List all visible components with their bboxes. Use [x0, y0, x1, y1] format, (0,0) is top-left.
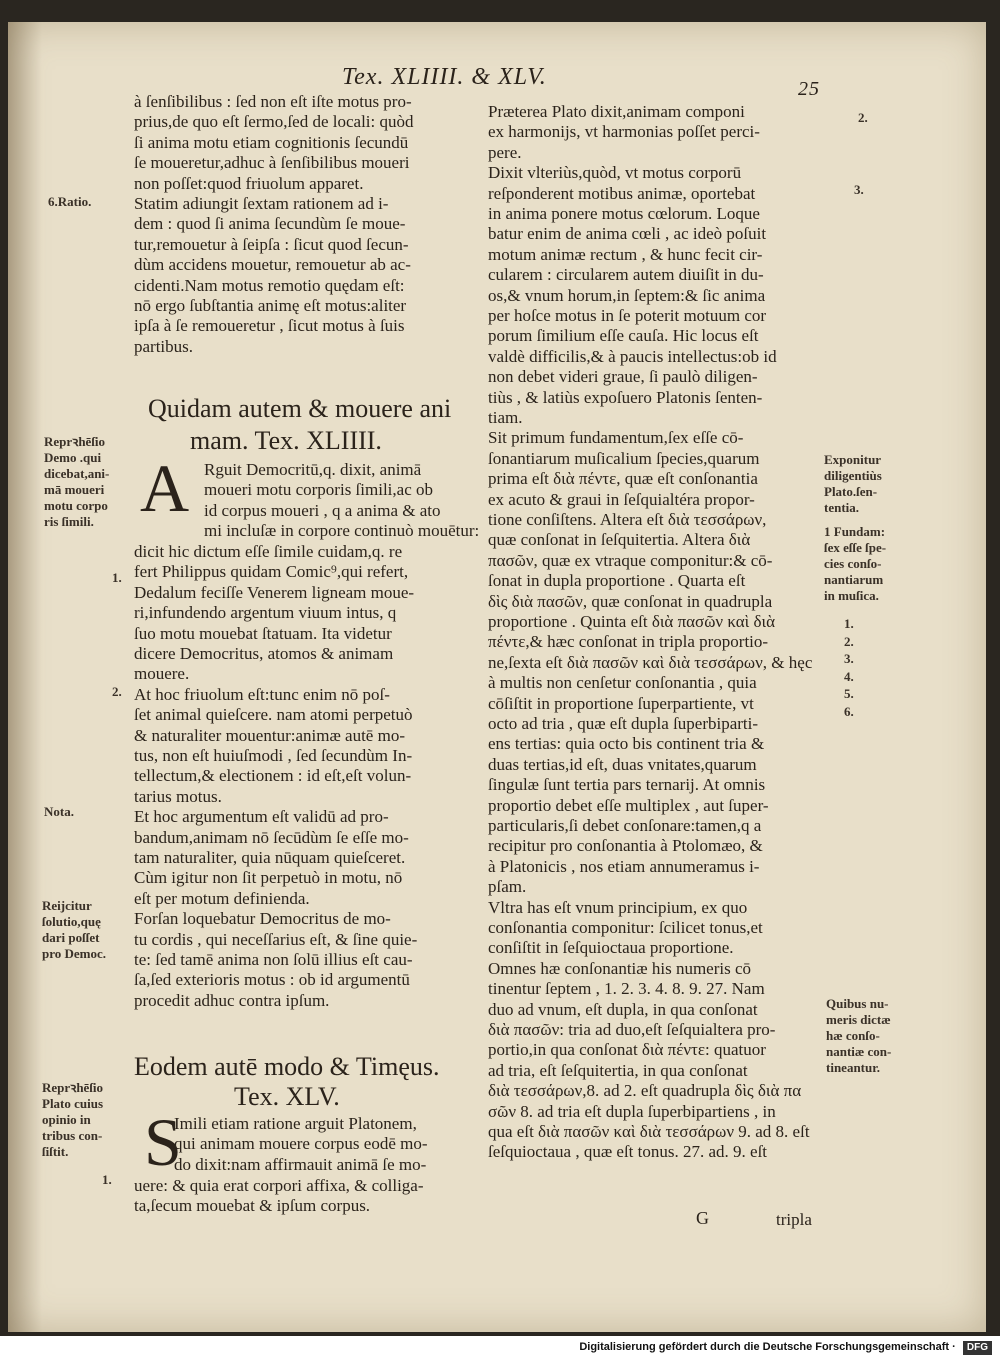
text-line: cidenti.Nam motus remotio quędam eſt:: [134, 275, 405, 295]
margin-number: 1.: [102, 1172, 112, 1187]
text-line: Statim adiungit ſextam rationem ad i-: [134, 194, 389, 213]
text-line: proportio debet eſſe multiplex , aut ſuper-: [488, 795, 769, 815]
drop-cap: A: [140, 450, 190, 526]
catchword: tripla: [776, 1210, 812, 1229]
text-line: Forſan loquebatur Democritus de mo-: [134, 909, 391, 929]
text-line: διὰ τεσσάρων,8. ad 2. eſt quadrupla δὶς διὰ πα: [488, 1081, 802, 1101]
text-line: dùm accidens mouetur, remouetur ab ac-: [134, 255, 411, 275]
text-line: prima eſt διὰ πέντε, quæ eſt conſonantia: [488, 469, 758, 489]
text-line: Sit primum fundamentum,ſex eſſe cō-: [488, 428, 744, 448]
margin-note-line: Demo .qui: [44, 450, 102, 465]
margin-note-line: nantiarum: [824, 572, 884, 587]
text-line: ſonat in dupla proportione . Quarta eſt: [488, 571, 746, 591]
text-line: conſiſtit in ſeſquioctaua proportione.: [488, 938, 734, 958]
text-line: Et hoc argumentum eſt validū ad pro-: [134, 807, 389, 827]
heading-line: Quidam autem & mouere ani: [148, 394, 452, 423]
margin-note-line: ſolutio,quę: [42, 914, 101, 929]
text-line: eſt per motum definienda.: [134, 888, 310, 908]
text-line: ſa,ſed exterioris motus : ob id argumentū: [134, 970, 410, 990]
text-line: tam naturaliter, quia nūquam quieſceret.: [134, 848, 406, 867]
text-line: batur enim de anima cœli , ac ideò poſuit: [488, 224, 767, 244]
heading-line: Tex. XLV.: [234, 1082, 340, 1111]
text-line: Omnes hæ conſonantiæ his numeris cō: [488, 958, 752, 978]
text-line: διὰ πασῶν: tria ad duo,eſt ſeſquialtera pro-: [488, 1020, 776, 1039]
text-line: ſonantiarum muſicalium ſpecies,quarum: [488, 448, 760, 468]
signature-mark: G: [696, 1208, 709, 1228]
text-line: ad tria, eſt ſeſquitertia, in qua conſonat: [488, 1060, 748, 1080]
text-line: Cùm igitur non ſit perpetuò in motu, nō: [134, 868, 403, 888]
footer-text: Digitalisierung gefördert durch die Deutsche Forschungsgemeinschaft ·: [579, 1341, 956, 1353]
margin-note-line: 1 Fundam:: [824, 524, 886, 539]
margin-note-line: meris dictæ: [826, 1012, 891, 1027]
margin-number: 1.: [844, 616, 854, 631]
text-line: tinentur ſeptem , 1. 2. 3. 4. 8. 9. 27. Nam: [488, 979, 765, 999]
text-line: ex harmonijs, vt harmonias poſſet perci-: [488, 122, 760, 142]
margin-number: 2.: [858, 110, 868, 125]
text-line: tus, non eſt huiuſmodi , ſed ſecundùm In-: [134, 746, 413, 765]
margin-note-line: Reprꝛhēſio: [42, 1080, 104, 1095]
text-line: particularis,ſi debet conſonare:tamen,q a: [488, 816, 762, 835]
text-line: Dixit vlteriùs,quòd, vt motus corporū: [488, 163, 742, 183]
margin-note-line: ris ſimili.: [44, 514, 94, 529]
margin-number: 4.: [844, 668, 854, 684]
margin-note-line: Reprꝛhēſio: [44, 434, 106, 449]
text-line: Vltra has eſt vnum principium, ex quo: [488, 897, 748, 917]
text-line: os,& vnum horum,in ſeptem:& ſic anima: [488, 285, 766, 305]
margin-note-line: mā moueri: [44, 482, 105, 497]
text-line: ſingulæ ſunt tertia pars ternarij. At omnis: [488, 775, 766, 795]
text-line: ſeſquioctaua , quæ eſt tonus. 27. ad. 9. eſt: [488, 1142, 768, 1162]
text-line: ipſa à ſe remoueretur , ſicut motus à ſuis: [134, 316, 405, 336]
text-line: id corpus moueri , q a anima & ato: [204, 500, 441, 520]
margin-note-line: in muſica.: [824, 588, 879, 603]
text-line: tur,remouetur à ſeipſa : ſicut quod ſecun-: [134, 234, 409, 254]
text-line: qua eſt διὰ πασῶν καὶ διὰ τεσσάρων 9. ad 8. eſt: [488, 1122, 810, 1141]
text-line: proportione . Quinta eſt διὰ πασῶν καὶ διὰ: [488, 612, 775, 631]
text-line: ſi anima motu etiam cognitionis ſecundū: [134, 132, 409, 152]
text-line: δὶς διὰ πασῶν, quæ conſonat in quadrupla: [488, 591, 773, 611]
margin-note-line: tineantur.: [826, 1060, 881, 1075]
digitization-footer: [0, 1336, 1000, 1358]
text-line: conſonantia componitur: ſcilicet tonus,et: [488, 918, 763, 937]
margin-note-line: Plato.ſen-: [824, 484, 878, 499]
text-line: tiùs , & latiùs expoſuero Platonis ſenten-: [488, 387, 763, 407]
margin-note-line: Reijcitur: [42, 898, 92, 913]
text-line: tellectum,& electionem : id eſt,eſt volun-: [134, 766, 412, 786]
margin-number: 3.: [844, 651, 854, 666]
margin-note-line: Plato cuius: [42, 1096, 104, 1111]
text-line: in anima ponere motus cœlorum. Loque: [488, 204, 760, 223]
dfg-logo: DFG: [963, 1341, 992, 1355]
margin-note-line: ſex eſſe ſpe-: [824, 540, 887, 555]
heading-line: Eodem autē modo & Timęus.: [134, 1052, 440, 1081]
margin-note-nota: Nota.: [44, 804, 74, 819]
margin-note-line: ſiſtit.: [42, 1144, 69, 1159]
text-line: uere: & quia erat corpori affixa, & colliga-: [134, 1176, 424, 1195]
text-line: dem : quod ſi anima ſecundùm ſe moue-: [134, 214, 406, 234]
text-line: octo ad tria , quæ eſt dupla ſuperbiparti-: [488, 714, 759, 733]
margin-number: 2.: [844, 633, 854, 649]
margin-note-line: motu corpo: [44, 498, 108, 513]
margin-note-line: pro Democ.: [42, 946, 107, 961]
margin-number: 3.: [854, 182, 864, 197]
text-line: ta,ſecum mouebat & ipſum corpus.: [134, 1196, 371, 1216]
margin-note-ratio: 6.Ratio.: [48, 194, 92, 209]
text-line: non poſſet:quod friuolum apparet.: [134, 173, 364, 193]
text-line: bandum,animam nō ſecūdùm ſe eſſe mo-: [134, 827, 409, 847]
text-line: fert Philippus quidam Comic⁹,qui refert,: [134, 562, 409, 582]
text-line: pere.: [488, 142, 522, 162]
margin-note-line: tribus con-: [42, 1128, 103, 1143]
text-line: à multis non cenſetur conſonantia , quia: [488, 673, 757, 693]
text-line: ri,infundendo argentum viuum intus, q: [134, 603, 397, 623]
margin-note-line: opinio in: [42, 1112, 91, 1127]
margin-note-line: dicebat,ani-: [44, 466, 110, 481]
margin-note-line: Exponitur: [824, 452, 882, 467]
text-line: mi incluſæ in corpore continuò mouētur:: [204, 521, 480, 541]
margin-number: 6.: [844, 703, 854, 719]
text-line: ſet animal quieſcere. nam atomi perpetuò: [134, 705, 413, 725]
text-line: ſuo motu mouebat ſtatuam. Ita videtur: [134, 623, 392, 643]
text-line: à Platonicis , nos etiam annumeramus i-: [488, 856, 760, 876]
heading-line: mam. Tex. XLIIII.: [190, 426, 382, 455]
text-line: à ſenſibilibus : ſed non eſt iſte motus pro-: [134, 92, 412, 111]
text-line: duas tertias,id eſt, duas vnitates,quarum: [488, 754, 757, 774]
text-line: Rguit Democritū,q. dixit, animā: [204, 460, 422, 479]
text-line: prius,de quo eſt ſermo,ſed de locali: quòd: [134, 112, 414, 132]
text-line: At hoc friuolum eſt:tunc enim nō poſ-: [134, 684, 390, 704]
text-line: te: ſed tamē anima non ſolū illius eſt cau-: [134, 950, 413, 969]
margin-number: 5.: [844, 686, 854, 701]
margin-number: 1.: [112, 570, 122, 585]
text-line: tiam.: [488, 408, 523, 427]
text-line: πασῶν, quæ ex vtraque componitur:& cō-: [488, 550, 773, 570]
text-line: ens tertias: quia octo bis continent tria &: [488, 734, 765, 754]
text-line: ne,ſexta eſt διὰ πασῶν καὶ διὰ τεσσάρων, & hęc: [488, 652, 813, 672]
text-line: per hoſce motus in ſe poterit motuum cor: [488, 306, 767, 325]
margin-note-line: nantiæ con-: [826, 1044, 892, 1059]
text-line: dicere Democritus, atomos & animam: [134, 644, 394, 663]
text-line: ex acuto & graui in ſeſquialtéra propor-: [488, 489, 755, 509]
margin-note-line: dari poſſet: [42, 930, 100, 945]
text-line: Dedalum feciſſe Venerem ligneam moue-: [134, 582, 415, 602]
text-line: tione conſiſtens. Altera eſt διὰ τεσσάρων,: [488, 510, 767, 529]
text-line: procedit adhuc contra ipſum.: [134, 990, 330, 1010]
text-line: valdè difficilis,& à paucis intellectus:ob id: [488, 346, 777, 366]
text-line: porum ſimilium eſſe cauſa. Hic locus eſt: [488, 326, 759, 346]
margin-note-line: cies conſo-: [824, 556, 882, 571]
text-line: dicit hic dictum eſſe ſimile cuidam,q. re: [134, 542, 403, 561]
page-number: 25: [798, 78, 820, 100]
running-title: Tex. XLIIII. & XLV.: [342, 64, 547, 90]
text-line: qui animam mouere corpus eodē mo-: [174, 1134, 428, 1154]
text-line: tarius motus.: [134, 786, 222, 806]
text-line: pſam.: [488, 877, 527, 897]
book-page: [8, 22, 986, 1332]
text-line: mouere.: [134, 664, 190, 684]
drop-cap: S: [144, 1104, 182, 1180]
text-line: reſponderent motibus animæ, oportebat: [488, 183, 756, 203]
margin-note-line: hæ conſo-: [826, 1028, 880, 1043]
text-line: do dixit:nam affirmauit animā ſe mo-: [174, 1154, 427, 1174]
text-line: & naturaliter mouentur:animæ autē mo-: [134, 725, 405, 745]
text-line: Præterea Plato dixit,animam componi: [488, 102, 745, 121]
text-line: nō ergo ſubſtantia animę eſt motus:aliter: [134, 296, 407, 315]
text-line: πέντε,& hæc conſonat in tripla proportio-: [488, 632, 769, 652]
text-line: non debet videri graue, ſi paulò diligen-: [488, 367, 758, 387]
text-line: cōſiſtit in proportione ſuperpartiente, vt: [488, 693, 754, 713]
text-line: ſe moueretur,adhuc à ſenſibilibus moueri: [134, 153, 410, 173]
text-line: cularem : circularem autem diuiſit in du-: [488, 265, 764, 285]
text-line: portio,in qua conſonat διὰ πέντε: quatuor: [488, 1040, 766, 1060]
text-line: motum animæ rectum , & hunc fecit cir-: [488, 244, 763, 264]
text-line: tu cordis , qui neceſſarius eſt, & ſine quie-: [134, 929, 418, 949]
margin-note-line: tentia.: [824, 500, 860, 515]
text-line: duo ad vnum, eſt dupla, in qua conſonat: [488, 999, 758, 1019]
text-line: Imili etiam ratione arguit Platonem,: [174, 1114, 417, 1133]
text-line: quæ conſonat in ſeſquitertia. Altera διὰ: [488, 530, 751, 550]
margin-number: 2.: [112, 684, 122, 699]
text-line: σῶν 8. ad tria eſt dupla ſuperbipartiens , in: [488, 1101, 776, 1121]
margin-note-line: Quibus nu-: [826, 996, 889, 1011]
text-line: partibus.: [134, 336, 194, 356]
text-line: recipitur pro conſonantia à Ptolomæo, &: [488, 836, 763, 856]
text-line: moueri motu corporis ſimili,ac ob: [204, 480, 433, 500]
margin-note-line: diligentiùs: [824, 468, 882, 483]
